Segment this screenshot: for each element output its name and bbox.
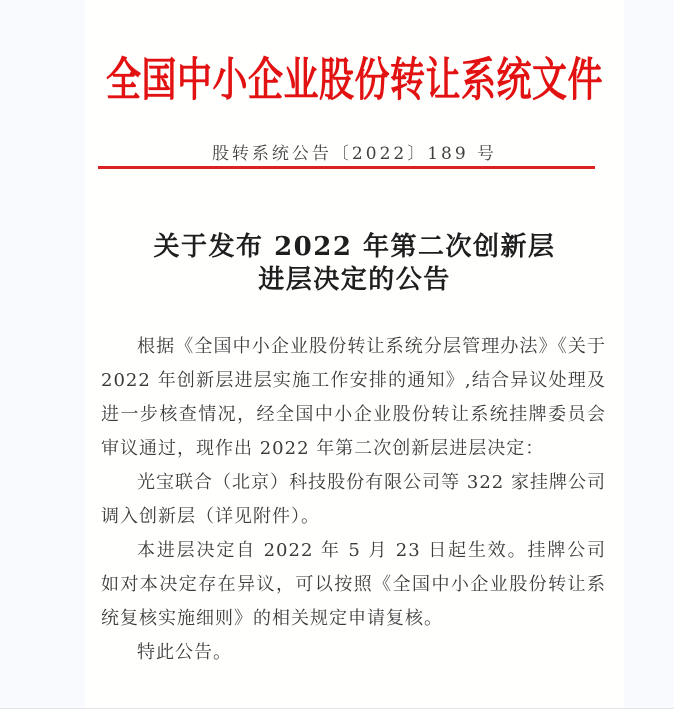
body-paragraph-closing: 特此公告。 [137, 642, 232, 663]
body-paragraph-decision: 光宝联合（北京）科技股份有限公司等 322 家挂牌公司调入创新层（详见附件）。 [101, 472, 606, 527]
body-paragraph-effective-date: 本进层决定自 2022 年 5 月 23 日起生效。挂牌公司如对本决定存在异议，可以按照《全国中小企业股份转让系统复核实施细则》的相关规定申请复核。 [101, 540, 606, 629]
announcement-title-line2: 进层决定的公告 [258, 265, 451, 295]
body-paragraph-basis: 根据《全国中小企业股份转让系统分层管理办法》《关于 2022 年创新层进层实施工作安排的通知》,结合异议处理及进一步核查情况，经全国中小企业股份转让系统挂牌委员会审议通过，现作出 2022 年第二次创新层进层决定： [101, 336, 606, 459]
announcement-title-line1: 关于发布 2022 年第二次创新层 [153, 232, 556, 262]
masthead-divider-rule [98, 166, 595, 169]
document-page [85, 0, 624, 709]
masthead-org-title: 全国中小企业股份转让系统文件 [105, 53, 603, 108]
document-number: 股转系统公告〔2022〕189 号 [211, 144, 498, 164]
announcement-body [101, 330, 606, 670]
announcement-title [85, 231, 624, 297]
